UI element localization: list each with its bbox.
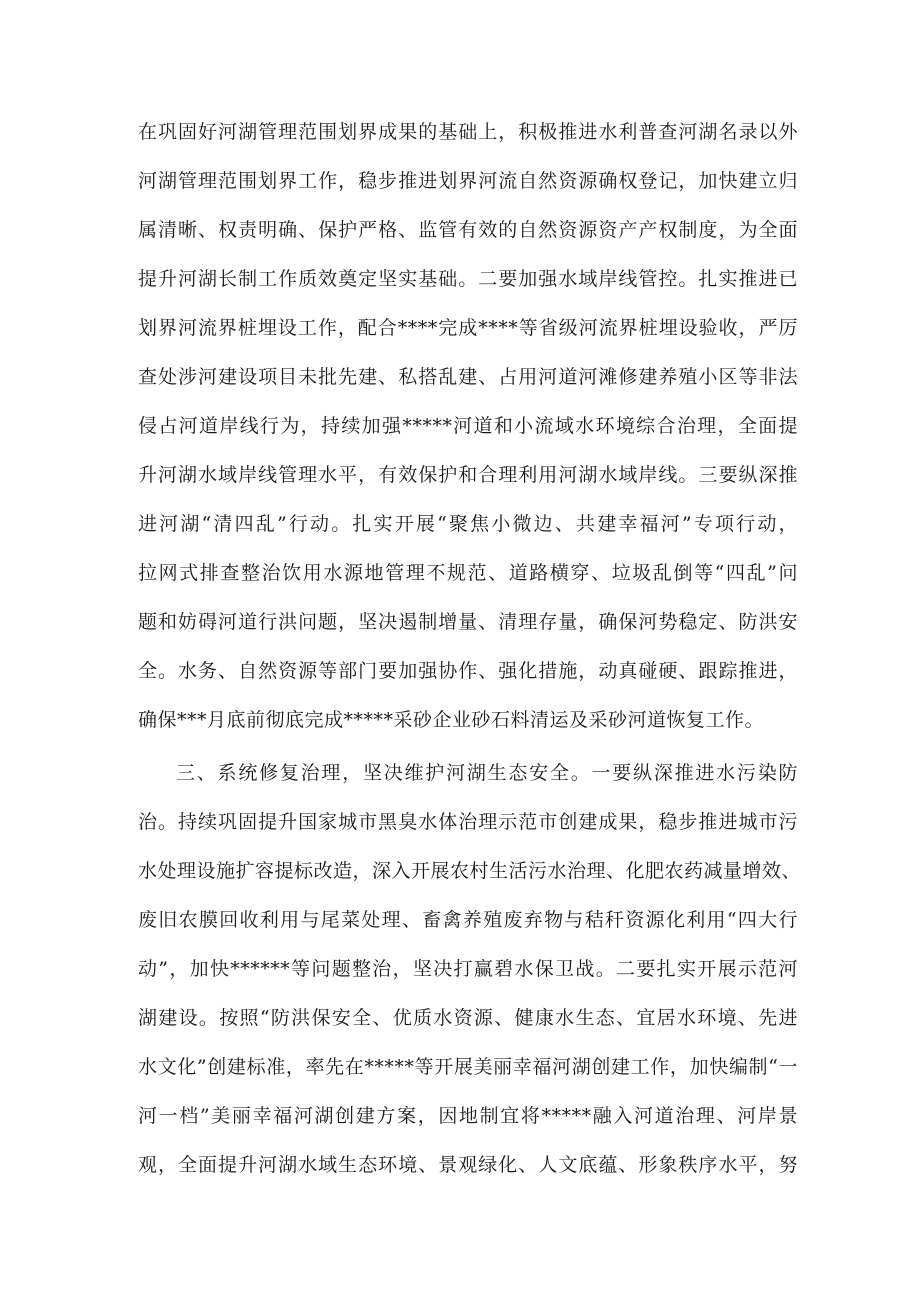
text-line: 观，全面提升河湖水域生态环境、景观绿化、人文底蕴、形象秩序水平，努 bbox=[138, 1154, 798, 1176]
text-line: 三、系统修复治理，坚决维护河湖生态安全。一要纵深推进水污染防 bbox=[176, 762, 798, 784]
text-line: 在巩固好河湖管理范围划界成果的基础上，积极推进水利普查河湖名录以外 bbox=[138, 121, 798, 143]
text-line: 属清晰、权责明确、保护严格、监管有效的自然资源资产产权制度，为全面 bbox=[138, 219, 798, 241]
text-line: 河一档”美丽幸福河湖创建方案，因地制宜将*****融入河道治理、河岸景 bbox=[138, 1105, 798, 1127]
text-line: 确保***月底前彻底完成*****采砂企业砂石料清运及采砂河道恢复工作。 bbox=[138, 709, 765, 731]
text-line: 动”，加快******等问题整治，坚决打赢碧水保卫战。二要扎实开展示范河 bbox=[138, 958, 798, 980]
text-line: 划界河流界桩埋设工作，配合****完成****等省级河流界桩埋设验收，严厉 bbox=[138, 317, 798, 339]
text-line: 题和妨碍河道行洪问题，坚决遏制增量、清理存量，确保河势稳定、防洪安 bbox=[138, 611, 798, 633]
paragraph bbox=[138, 108, 798, 745]
text-line: 湖建设。按照“防洪保安全、优质水资源、健康水生态、宜居水环境、先进 bbox=[138, 1007, 798, 1029]
text-line: 河湖管理范围划界工作，稳步推进划界河流自然资源确权登记，加快建立归 bbox=[138, 170, 798, 192]
text-line: 侵占河道岸线行为，持续加强*****河道和小流域水环境综合治理，全面提 bbox=[138, 415, 798, 437]
text-line: 查处涉河建设项目未批先建、私搭乱建、占用河道河滩修建养殖小区等非法 bbox=[138, 366, 798, 388]
text-line: 进河湖“清四乱”行动。扎实开展“聚焦小微边、共建幸福河”专项行动， bbox=[138, 513, 798, 535]
paragraph bbox=[138, 749, 802, 1190]
text-line: 升河湖水域岸线管理水平，有效保护和合理利用河湖水域岸线。三要纵深推 bbox=[138, 464, 798, 486]
text-line: 水处理设施扩容提标改造，深入开展农村生活污水治理、化肥农药减量增效、 bbox=[138, 860, 802, 882]
text-line: 废旧农膜回收利用与尾菜处理、畜禽养殖废弃物与秸秆资源化利用“四大行 bbox=[138, 909, 798, 931]
text-line: 全。水务、自然资源等部门要加强协作、强化措施，动真碰硬、跟踪推进， bbox=[138, 660, 798, 682]
text-line: 水文化”创建标准，率先在*****等开展美丽幸福河湖创建工作，加快编制“一 bbox=[138, 1056, 798, 1078]
text-line: 拉网式排查整治饮用水源地管理不规范、道路横穿、垃圾乱倒等“四乱”问 bbox=[138, 562, 798, 584]
text-line: 提升河湖长制工作质效奠定坚实基础。二要加强水域岸线管控。扎实推进已 bbox=[138, 268, 798, 290]
text-line: 治。持续巩固提升国家城市黑臭水体治理示范市创建成果，稳步推进城市污 bbox=[138, 811, 798, 833]
document-body bbox=[138, 108, 802, 1190]
